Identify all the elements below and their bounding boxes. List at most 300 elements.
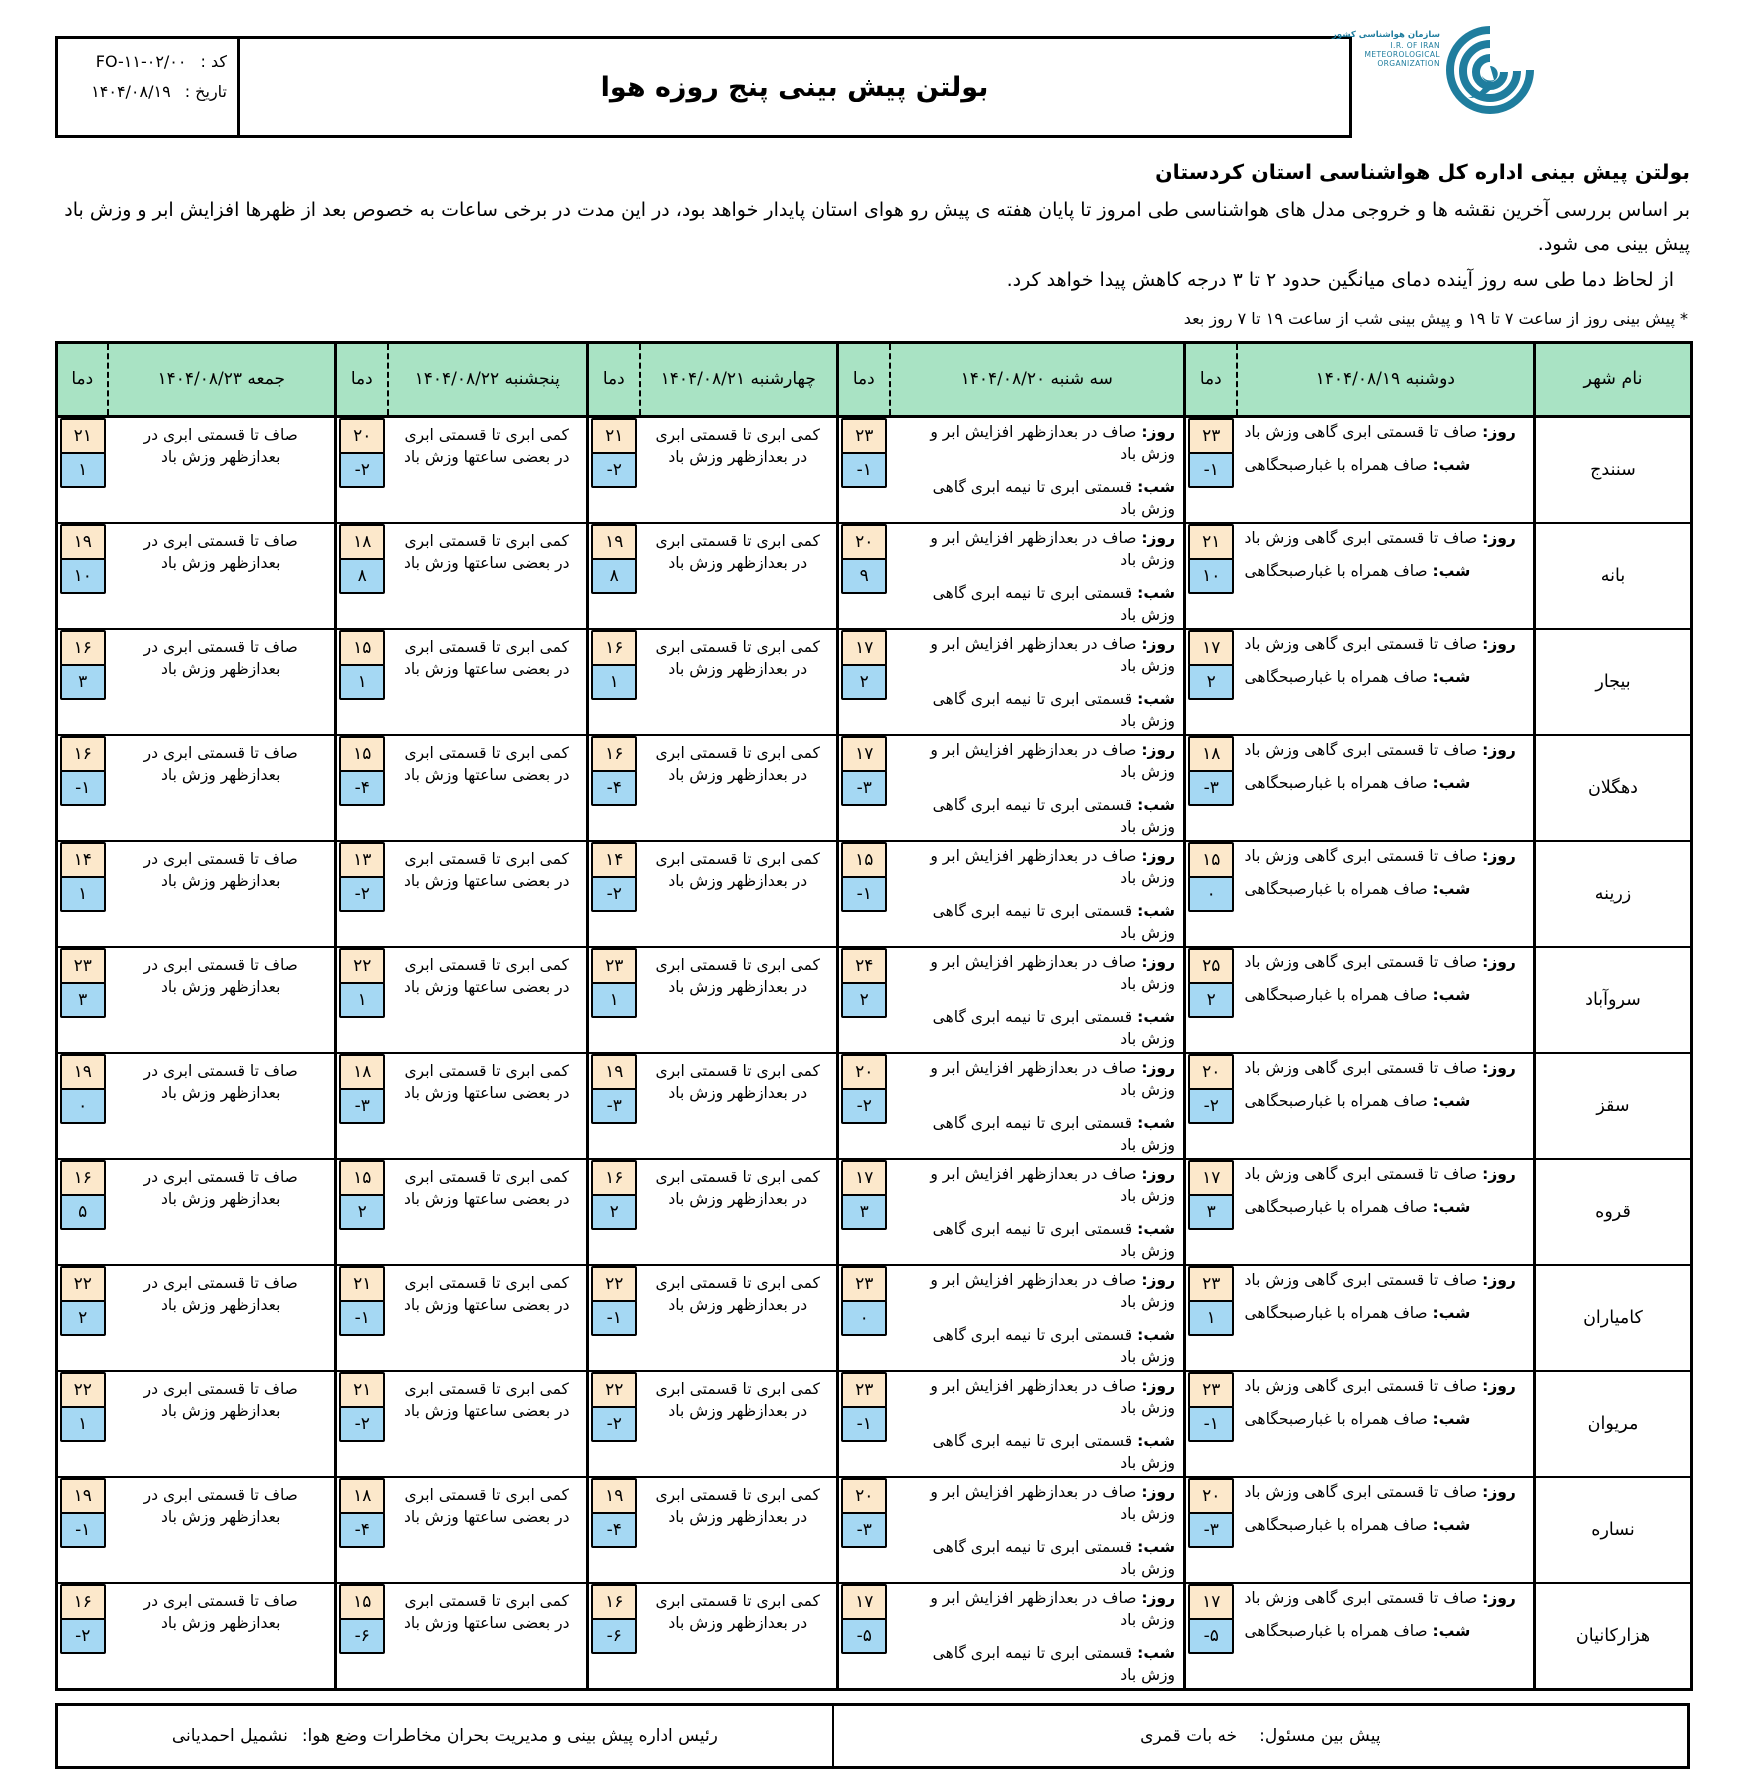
day-label: روز: [1482,1482,1516,1501]
night-forecast-text: قسمتی ابری تا نیمه ابری گاهی وزش باد [932,1643,1175,1684]
day-temp-box: ۲۱ [339,1266,385,1302]
day-temp-box: ۱۵ [1188,842,1234,878]
night-temp-box: -۵ [841,1618,887,1654]
day-forecast-text: صاف تا قسمتی ابری گاهی وزش باد [1244,1482,1478,1501]
forecast-text-cell: کمی ابری تا قسمتی ابری در بعضی ساعتها وزش باد [388,629,588,735]
day-date: ۱۴۰۴/۰۸/۲۳ [157,369,242,390]
table-row [57,1583,1692,1690]
day-temp-box: ۱۳ [339,842,385,878]
night-temp-box: -۴ [591,770,637,806]
table-header-row [57,342,1692,416]
forecaster-cell [834,1706,1687,1766]
day-temp-box: ۱۶ [60,1584,106,1620]
day-temp-box: ۱۸ [339,1478,385,1514]
day-forecast-text: صاف تا قسمتی ابری گاهی وزش باد [1244,740,1478,759]
forecast-text-cell: کمی ابری تا قسمتی ابری در بعضی ساعتها وزش باد [388,1371,588,1477]
forecast-text-cell [890,416,1185,523]
forecast-text-cell: صاف تا قسمتی ابری در بعدازظهر وزش باد [108,947,336,1053]
forecast-text-cell: کمی ابری تا قسمتی ابری در بعدازظهر وزش باد [640,1477,838,1583]
temp-cell [336,1477,388,1583]
day-header [108,342,336,416]
intro-section [55,160,1690,328]
night-forecast-text: قسمتی ابری تا نیمه ابری گاهی وزش باد [932,901,1175,942]
night-forecast [898,900,1176,944]
table-row [57,1053,1692,1159]
city-name-cell: مریوان [1535,1371,1692,1477]
night-temp-box: -۱ [1188,452,1234,488]
day-label: روز: [1482,1164,1516,1183]
forecast-text-cell [1237,1371,1535,1477]
temp-header: دما [588,342,640,416]
day-forecast [898,1057,1176,1101]
forecast-text-cell: صاف تا قسمتی ابری در بعدازظهر وزش باد [108,1053,336,1159]
night-temp-box: -۱ [841,452,887,488]
night-temp-box: ۲ [1188,982,1234,1018]
day-temp-box: ۲۳ [841,1266,887,1302]
forecast-text-cell: کمی ابری تا قسمتی ابری در بعدازظهر وزش باد [640,1371,838,1477]
night-forecast-text: قسمتی ابری تا نیمه ابری گاهی وزش باد [932,1537,1175,1578]
night-forecast-text: قسمتی ابری تا نیمه ابری گاهی وزش باد [932,477,1175,518]
day-forecast-text: صاف تا قسمتی ابری گاهی وزش باد [1244,1376,1478,1395]
forecast-text-cell: کمی ابری تا قسمتی ابری در بعدازظهر وزش باد [640,1583,838,1690]
forecast-text-cell [1237,629,1535,735]
forecast-text-cell [1237,1583,1535,1690]
forecast-text-cell: صاف تا قسمتی ابری در بعدازظهر وزش باد [108,1159,336,1265]
day-forecast-text: صاف تا قسمتی ابری گاهی وزش باد [1244,1588,1478,1607]
forecast-text-cell [890,1159,1185,1265]
night-forecast-text: صاف همراه با غبارصبحگاهی [1244,667,1428,686]
day-temp-box: ۱۹ [60,1054,106,1090]
day-temp-box: ۲۱ [591,418,637,454]
night-forecast-text: قسمتی ابری تا نیمه ابری گاهی وزش باد [932,1113,1175,1154]
met-org-spiral-icon [1442,22,1538,126]
night-forecast [1245,1302,1526,1324]
day-label: روز: [1482,634,1516,653]
night-forecast-text: صاف همراه با غبارصبحگاهی [1244,1621,1428,1640]
night-temp-box: -۲ [60,1618,106,1654]
temp-cell [838,1265,890,1371]
forecast-text-cell: صاف تا قسمتی ابری در بعدازظهر وزش باد [108,735,336,841]
forecast-table [55,341,1693,1691]
city-name-cell: زرینه [1535,841,1692,947]
temp-cell [838,947,890,1053]
night-temp-box: ۱ [591,664,637,700]
night-forecast [898,1324,1176,1368]
forecast-text-cell [890,1477,1185,1583]
logo-text [1332,30,1440,69]
logo-text-en2: METEOROLOGICAL [1364,50,1440,59]
night-temp-box: ۲ [841,982,887,1018]
temp-header: دما [57,342,108,416]
night-forecast [898,1112,1176,1156]
temp-cell [336,841,388,947]
day-forecast [898,1375,1176,1419]
night-temp-box: -۱ [60,1512,106,1548]
temp-cell [838,629,890,735]
day-temp-box: ۱۹ [60,1478,106,1514]
night-forecast-text: قسمتی ابری تا نیمه ابری گاهی وزش باد [932,1219,1175,1260]
night-forecast-text: صاف همراه با غبارصبحگاهی [1244,1515,1428,1534]
day-temp-box: ۱۸ [339,1054,385,1090]
temp-cell [57,735,108,841]
night-temp-box: -۲ [339,876,385,912]
night-temp-box: -۲ [339,1406,385,1442]
night-forecast [898,1430,1176,1474]
forecast-text-cell: صاف تا قسمتی ابری در بعدازظهر وزش باد [108,1477,336,1583]
temp-cell [1185,947,1237,1053]
temp-cell [336,1159,388,1265]
day-temp-box: ۲۳ [1188,1266,1234,1302]
day-forecast-text: صاف تا قسمتی ابری گاهی وزش باد [1244,952,1478,971]
forecast-text-cell: کمی ابری تا قسمتی ابری در بعدازظهر وزش باد [640,1159,838,1265]
night-temp-box: ۸ [339,558,385,594]
night-temp-box: ۲ [60,1300,106,1336]
night-forecast [1245,984,1526,1006]
day-label: روز: [1141,1482,1175,1501]
day-temp-box: ۱۵ [841,842,887,878]
temp-cell [336,1371,388,1477]
temp-cell [838,1371,890,1477]
temp-cell [57,629,108,735]
city-name-cell: سروآباد [1535,947,1692,1053]
day-forecast [898,739,1176,783]
temp-cell [1185,841,1237,947]
day-forecast [898,527,1176,571]
logo-text-en1: I.R. OF IRAN [1390,40,1440,50]
day-forecast [1245,1163,1526,1185]
day-date: ۱۴۰۴/۰۸/۱۹ [1315,369,1401,390]
forecast-text-cell: کمی ابری تا قسمتی ابری در بعدازظهر وزش باد [640,1265,838,1371]
forecast-text-cell: کمی ابری تا قسمتی ابری در بعضی ساعتها وزش باد [388,1053,588,1159]
day-label: روز: [1141,422,1175,441]
intro-paragraph-1: بر اساس بررسی آخرین نقشه ها و خروجی مدل های هواشناسی طی امروز تا پایان هفته ی پیش رو هوای استان پایدار خواهد بود، در این مدت در برخی ساعات به خصوص بعد از ظهرها افزایش ابر و وزش باد پیش بینی می شود. [64,199,1690,255]
night-temp-box: -۴ [339,770,385,806]
night-label: شب: [1137,1431,1175,1450]
date-label: تاریخ : [184,82,227,101]
temp-cell [1185,1371,1237,1477]
day-temp-box: ۱۵ [339,736,385,772]
forecast-text-cell [1237,841,1535,947]
day-forecast [898,633,1176,677]
day-temp-box: ۲۰ [1188,1478,1234,1514]
night-temp-box: -۳ [591,1088,637,1124]
temp-cell [588,1371,640,1477]
temp-cell [57,1265,108,1371]
night-forecast-text: قسمتی ابری تا نیمه ابری گاهی وزش باد [932,1431,1175,1472]
day-temp-box: ۲۰ [1188,1054,1234,1090]
night-label: شب: [1432,667,1471,686]
day-header [890,342,1185,416]
night-label: شب: [1432,1621,1471,1640]
forecast-text-cell [890,1053,1185,1159]
chief-cell [58,1706,834,1766]
forecast-text-cell: کمی ابری تا قسمتی ابری در بعدازظهر وزش باد [640,735,838,841]
code-line [64,52,227,71]
night-temp-box: ۱ [591,982,637,1018]
night-forecast [898,582,1176,626]
day-temp-box: ۲۳ [841,1372,887,1408]
day-forecast [898,1481,1176,1525]
day-forecast [898,421,1176,465]
night-forecast-text: قسمتی ابری تا نیمه ابری گاهی وزش باد [932,1325,1175,1366]
temp-cell [588,416,640,523]
day-forecast [898,1163,1176,1207]
temp-cell [336,947,388,1053]
night-label: شب: [1137,901,1175,920]
temp-cell [57,1053,108,1159]
day-temp-box: ۱۷ [1188,1160,1234,1196]
day-temp-box: ۲۳ [60,948,106,984]
night-forecast [898,476,1176,520]
night-forecast-text: قسمتی ابری تا نیمه ابری گاهی وزش باد [932,795,1175,836]
day-label: روز: [1482,952,1516,971]
code-label: کد : [200,52,227,71]
night-forecast [1245,1514,1526,1536]
forecast-text-cell: کمی ابری تا قسمتی ابری در بعضی ساعتها وزش باد [388,947,588,1053]
night-temp-box: -۳ [841,1512,887,1548]
temp-cell [336,523,388,629]
city-name-cell: بیجار [1535,629,1692,735]
forecast-text-cell [1237,523,1535,629]
day-temp-box: ۱۶ [591,736,637,772]
forecast-text-cell: صاف تا قسمتی ابری در بعدازظهر وزش باد [108,523,336,629]
forecast-text-cell [890,523,1185,629]
day-temp-box: ۱۹ [591,524,637,560]
temp-cell [57,1583,108,1690]
day-header [388,342,588,416]
day-temp-box: ۱۴ [591,842,637,878]
night-temp-box: -۳ [1188,1512,1234,1548]
night-temp-box: ۱ [60,452,106,488]
night-temp-box: -۴ [591,1512,637,1548]
temp-cell [1185,1477,1237,1583]
day-temp-box: ۱۴ [60,842,106,878]
night-label: شب: [1432,561,1471,580]
night-temp-box: -۱ [591,1300,637,1336]
night-temp-box: ۰ [1188,876,1234,912]
day-temp-box: ۲۰ [841,1054,887,1090]
forecast-text-cell [1237,1159,1535,1265]
night-temp-box: ۳ [841,1194,887,1230]
code-value: FO-۱۱-۰۲/۰۰ [95,52,187,71]
day-temp-box: ۲۳ [1188,418,1234,454]
day-temp-box: ۲۱ [339,1372,385,1408]
night-temp-box: -۲ [591,452,637,488]
temp-cell [838,523,890,629]
forecast-text-cell: صاف تا قسمتی ابری در بعدازظهر وزش باد [108,416,336,523]
forecast-text-cell [1237,735,1535,841]
day-forecast-text: صاف تا قسمتی ابری گاهی وزش باد [1244,1058,1478,1077]
temp-cell [838,1583,890,1690]
night-forecast-text: صاف همراه با غبارصبحگاهی [1244,455,1428,474]
night-temp-box: ۱ [60,1406,106,1442]
day-forecast-text: صاف تا قسمتی ابری گاهی وزش باد [1244,634,1478,653]
day-temp-box: ۲۱ [1188,524,1234,560]
forecast-text-cell [1237,947,1535,1053]
night-forecast [898,1218,1176,1262]
temp-cell [838,1053,890,1159]
day-forecast [1245,633,1526,655]
forecast-text-cell: کمی ابری تا قسمتی ابری در بعضی ساعتها وزش باد [388,1477,588,1583]
night-forecast-text: صاف همراه با غبارصبحگاهی [1244,1409,1428,1428]
table-row [57,629,1692,735]
temp-cell [1185,1583,1237,1690]
forecast-text-cell: صاف تا قسمتی ابری در بعدازظهر وزش باد [108,1265,336,1371]
date-line [64,82,227,101]
night-temp-box: ۳ [1188,1194,1234,1230]
forecast-text-cell [890,1371,1185,1477]
night-label: شب: [1432,1515,1471,1534]
day-forecast-text: صاف در بعدازظهر افزایش ابر و وزش باد [930,1058,1175,1099]
page-title: بولتن پیش بینی پنج روزه هوا [600,71,989,103]
day-temp-box: ۲۳ [591,948,637,984]
temp-cell [1185,416,1237,523]
temp-cell [1185,523,1237,629]
night-temp-box: ۱ [339,982,385,1018]
logo-text-en3: ORGANIZATION [1377,59,1440,69]
day-temp-box: ۱۵ [339,630,385,666]
forecast-text-cell: کمی ابری تا قسمتی ابری در بعدازظهر وزش باد [640,523,838,629]
day-temp-box: ۱۹ [591,1054,637,1090]
forecast-text-cell [890,629,1185,735]
temp-cell [588,629,640,735]
night-forecast-text: صاف همراه با غبارصبحگاهی [1244,1197,1428,1216]
day-temp-box: ۱۷ [841,630,887,666]
day-forecast-text: صاف در بعدازظهر افزایش ابر و وزش باد [930,1376,1175,1417]
night-temp-box: -۳ [339,1088,385,1124]
temp-cell [838,1477,890,1583]
night-forecast [898,1006,1176,1050]
forecast-text-cell [1237,1265,1535,1371]
temp-cell [57,523,108,629]
day-date: ۱۴۰۴/۰۸/۲۲ [414,369,500,390]
day-temp-box: ۱۷ [841,736,887,772]
temp-header: دما [336,342,388,416]
day-temp-box: ۲۳ [841,418,887,454]
day-forecast-text: صاف تا قسمتی ابری گاهی وزش باد [1244,1164,1478,1183]
night-temp-box: -۲ [339,452,385,488]
city-name-cell: نساره [1535,1477,1692,1583]
intro-paragraph-2: از لحاظ دما طی سه روز آینده دمای میانگین حدود ۲ تا ۳ درجه کاهش پیدا خواهد کرد. [1006,268,1674,291]
day-label: روز: [1141,1588,1175,1607]
night-label: شب: [1137,1113,1175,1132]
temp-cell [57,1159,108,1265]
day-temp-box: ۲۲ [591,1372,637,1408]
night-temp-box: ۳ [60,982,106,1018]
day-temp-box: ۱۶ [60,736,106,772]
night-label: شب: [1432,985,1471,1004]
day-temp-box: ۱۷ [1188,630,1234,666]
day-label: روز: [1141,1058,1175,1077]
night-label: شب: [1432,1409,1471,1428]
date-value: ۱۴۰۴/۰۸/۱۹ [91,82,171,101]
forecast-text-cell [890,841,1185,947]
night-label: شب: [1137,1643,1175,1662]
day-temp-box: ۲۰ [339,418,385,454]
night-temp-box: ۱ [60,876,106,912]
temp-header: دما [838,342,890,416]
day-temp-box: ۱۵ [339,1160,385,1196]
night-temp-box: ۹ [841,558,887,594]
night-temp-box: ۲ [1188,664,1234,700]
night-label: شب: [1432,1091,1471,1110]
night-temp-box: -۳ [841,770,887,806]
forecast-text-cell: صاف تا قسمتی ابری در بعدازظهر وزش باد [108,1583,336,1690]
forecast-text-cell [890,735,1185,841]
night-temp-box: ۲ [841,664,887,700]
temp-cell [588,1053,640,1159]
forecast-text-cell: کمی ابری تا قسمتی ابری در بعدازظهر وزش باد [640,416,838,523]
forecast-text-cell [890,947,1185,1053]
day-temp-box: ۲۴ [841,948,887,984]
night-label: شب: [1137,1219,1175,1238]
night-temp-box: -۱ [841,1406,887,1442]
day-forecast [1245,1481,1526,1503]
city-name-cell: قروه [1535,1159,1692,1265]
day-forecast-text: صاف در بعدازظهر افزایش ابر و وزش باد [930,952,1175,993]
night-temp-box: -۱ [60,770,106,806]
forecaster-name: خه بات قمری [1140,1725,1238,1746]
day-forecast-text: صاف تا قسمتی ابری گاهی وزش باد [1244,528,1478,547]
day-temp-box: ۱۷ [841,1160,887,1196]
forecast-text-cell [1237,1477,1535,1583]
night-forecast [1245,454,1526,476]
forecast-text-cell: کمی ابری تا قسمتی ابری در بعضی ساعتها وزش باد [388,735,588,841]
table-row [57,1265,1692,1371]
forecast-text-cell: کمی ابری تا قسمتی ابری در بعضی ساعتها وزش باد [388,523,588,629]
day-temp-box: ۱۸ [339,524,385,560]
night-forecast-text: صاف همراه با غبارصبحگاهی [1244,1091,1428,1110]
temp-cell [1185,629,1237,735]
forecast-text-cell: صاف تا قسمتی ابری در بعدازظهر وزش باد [108,629,336,735]
night-forecast [898,1536,1176,1580]
day-temp-box: ۱۶ [591,1160,637,1196]
day-label: روز: [1482,740,1516,759]
table-row [57,416,1692,523]
night-temp-box: ۲ [591,1194,637,1230]
night-forecast [1245,1408,1526,1430]
day-forecast-text: صاف در بعدازظهر افزایش ابر و وزش باد [930,740,1175,781]
forecast-text-cell: کمی ابری تا قسمتی ابری در بعدازظهر وزش باد [640,629,838,735]
chief-label: رئیس اداره پیش بینی و مدیریت بحران مخاطرات وضع هوا: [301,1725,718,1746]
day-forecast [898,1587,1176,1631]
day-label: روز: [1482,422,1516,441]
org-logo [1331,22,1538,126]
night-temp-box: -۴ [339,1512,385,1548]
day-temp-box: ۱۶ [60,1160,106,1196]
forecast-text-cell: کمی ابری تا قسمتی ابری در بعدازظهر وزش باد [640,947,838,1053]
signature-footer [55,1703,1690,1769]
night-temp-box: -۱ [339,1300,385,1336]
night-label: شب: [1432,455,1471,474]
table-row [57,523,1692,629]
night-temp-box: -۶ [339,1618,385,1654]
temp-cell [57,841,108,947]
table-row [57,841,1692,947]
day-forecast [898,951,1176,995]
intro-note: * پیش بینی روز از ساعت ۷ تا ۱۹ و پیش بینی شب از ساعت ۱۹ تا ۷ روز بعد [1183,308,1688,328]
day-label: روز: [1141,952,1175,971]
chief-name: نشمیل احمدیانی [171,1725,288,1746]
night-temp-box: ۲ [339,1194,385,1230]
city-name-cell: سقز [1535,1053,1692,1159]
header-box [55,36,1352,138]
day-forecast-text: صاف تا قسمتی ابری گاهی وزش باد [1244,1270,1478,1289]
day-forecast-text: صاف تا قسمتی ابری گاهی وزش باد [1244,422,1478,441]
day-name: جمعه [247,369,286,390]
temp-cell [588,1477,640,1583]
day-forecast [898,845,1176,889]
